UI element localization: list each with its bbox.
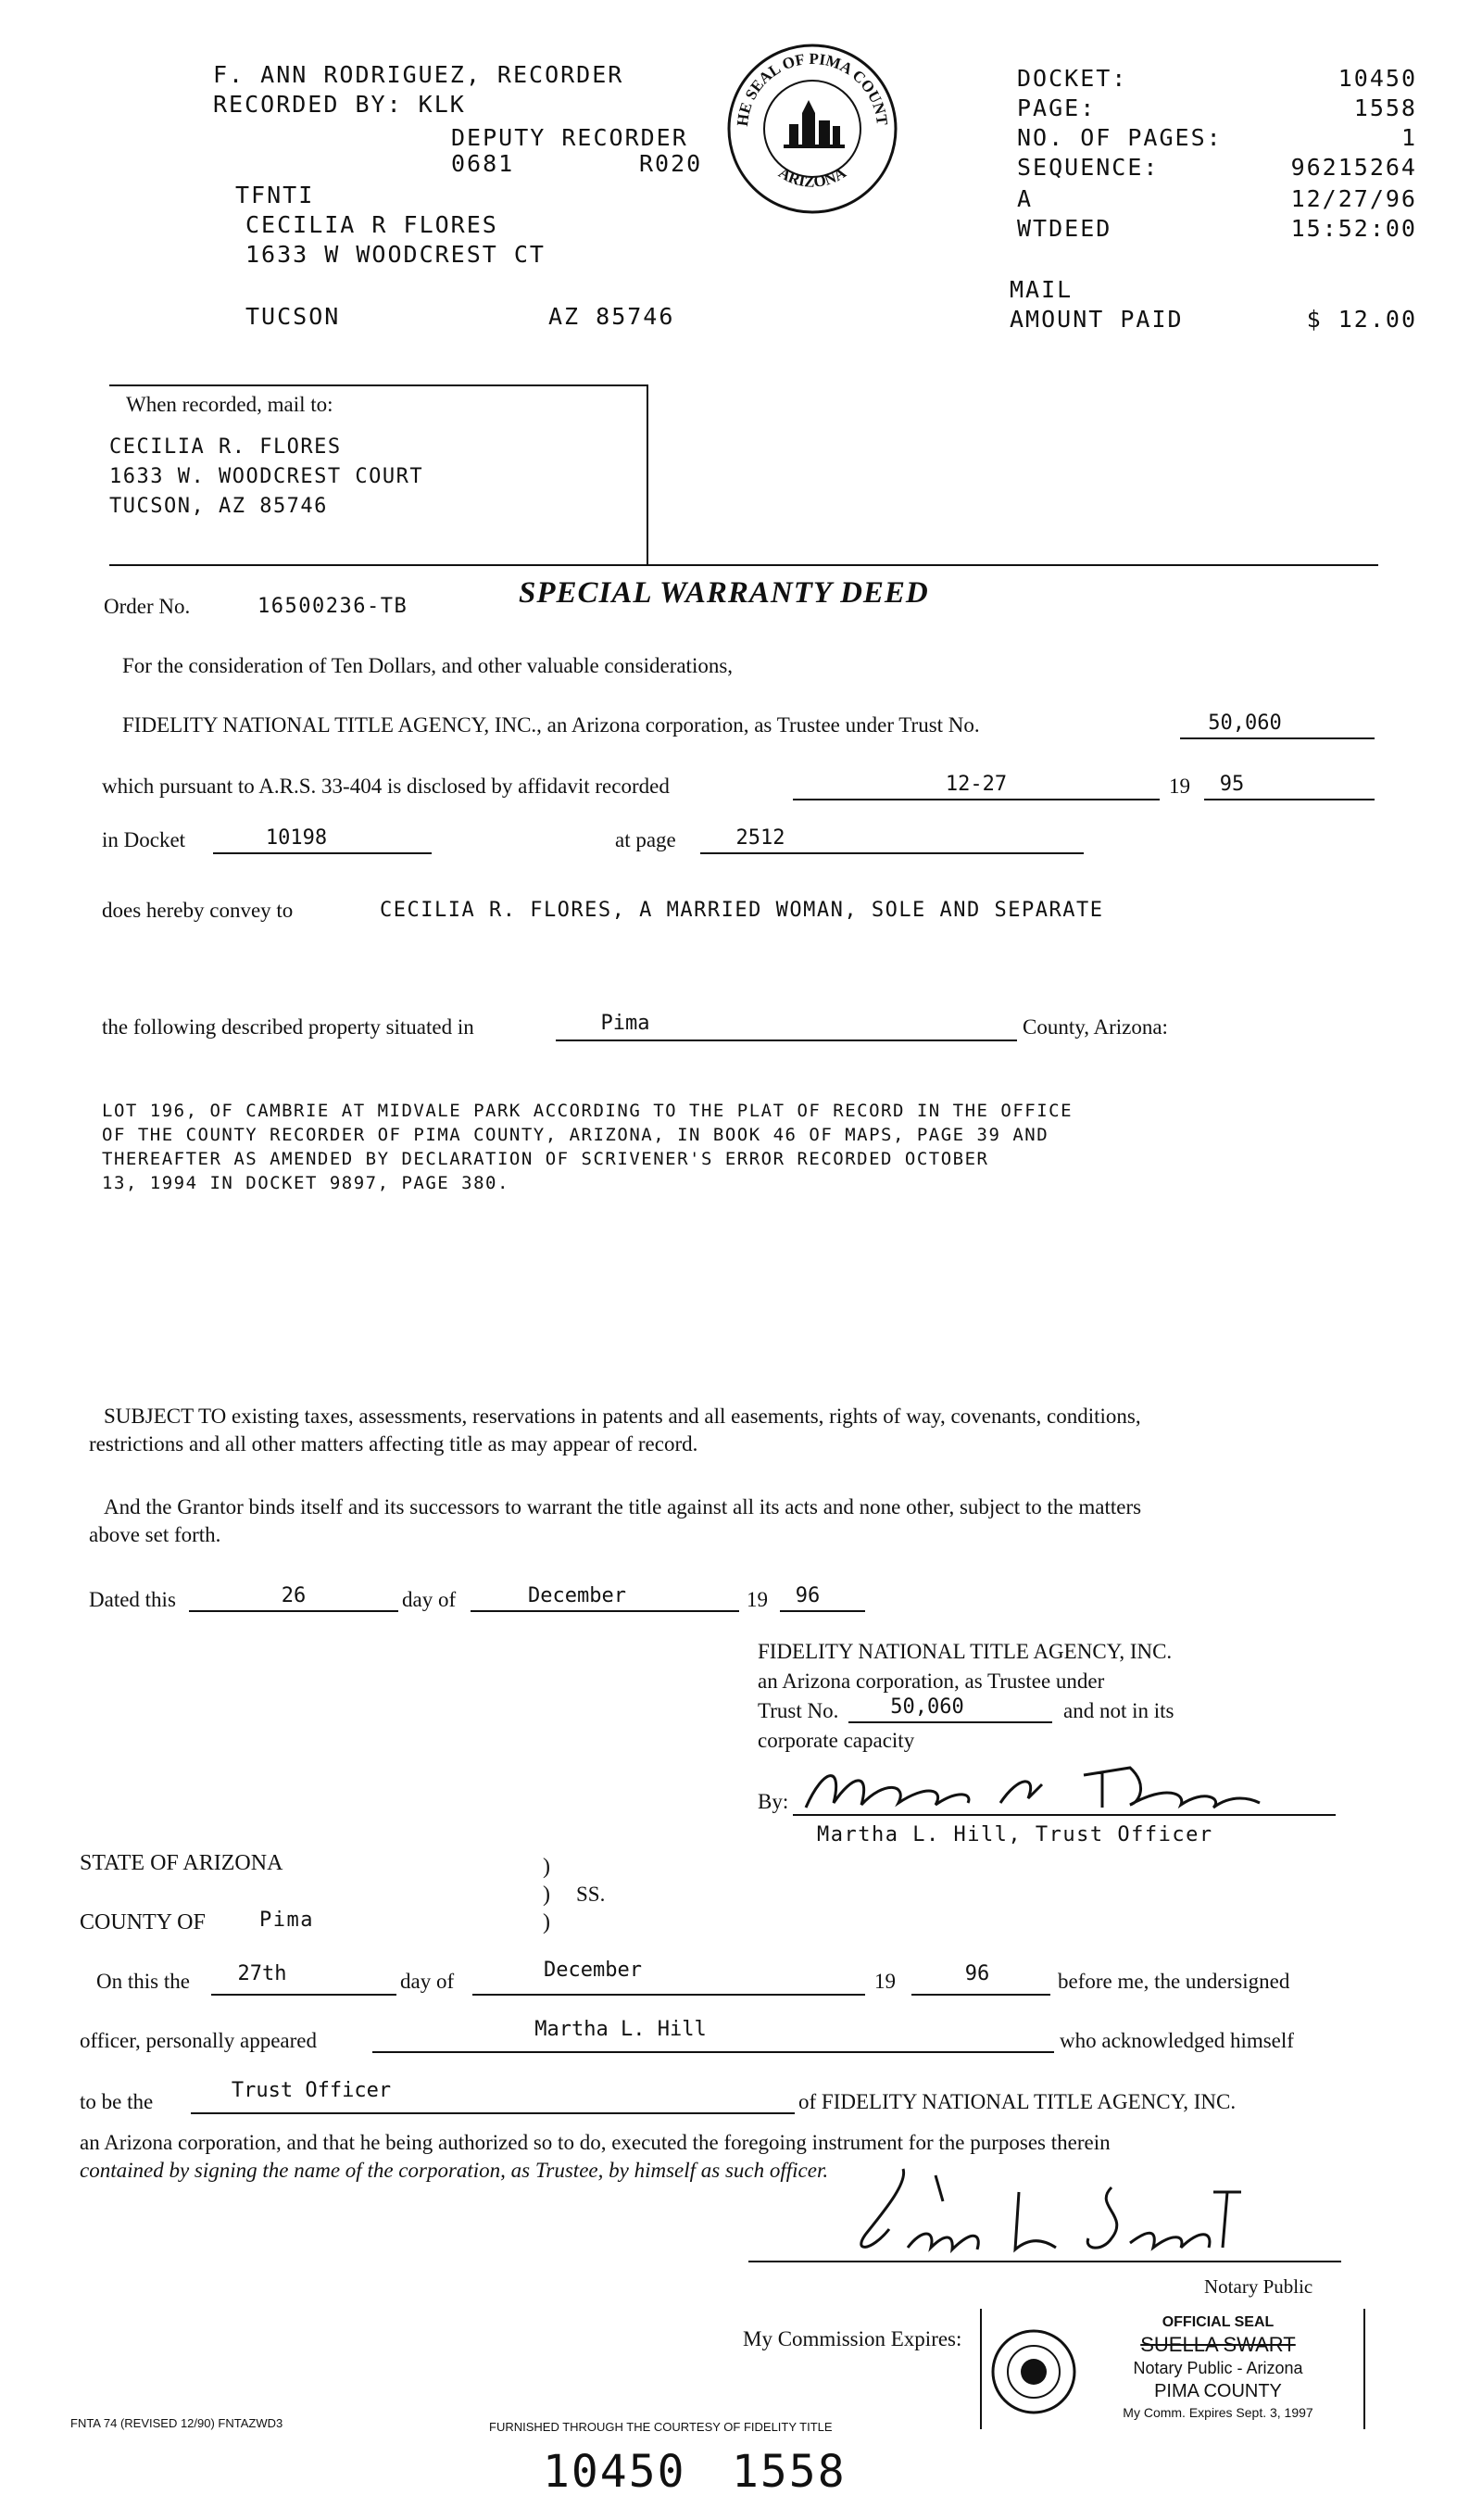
num-pages-label: NO. OF PAGES: — [1017, 124, 1223, 151]
recorded-year-value: 95 — [1219, 773, 1245, 796]
dated-day: 26 — [281, 1584, 307, 1607]
page-line — [700, 852, 1084, 854]
notary-on-this: On this the — [96, 1970, 190, 1993]
sig-line-4: corporate capacity — [758, 1729, 915, 1752]
handwritten-signature-hill — [797, 1757, 1278, 1821]
warrant-line-1: And the Grantor binds itself and its successors to warrant the title against all its acts and none other, subject to the matters — [104, 1495, 1142, 1518]
recorded-date-line — [793, 799, 1160, 800]
sig-by: By: — [758, 1790, 789, 1813]
notary-before-me: before me, the undersigned — [1058, 1970, 1290, 1993]
sig-trust-line — [848, 1721, 1052, 1723]
doc-type-label: WTDEED — [1017, 215, 1112, 242]
warrant-line-2: above set forth. — [89, 1523, 221, 1546]
page-label: PAGE: — [1017, 94, 1097, 121]
notary-role-line — [191, 2112, 795, 2114]
subject-to-line-1: SUBJECT TO existing taxes, assessments, reservations in patents and all easements, rights of way, covenants, conditions, — [104, 1405, 1141, 1428]
recorded-year-prefix: 19 — [1169, 775, 1190, 798]
recorded-by: RECORDED BY: KLK — [213, 91, 466, 118]
property-county: Pima — [600, 1012, 650, 1035]
seal-line-5: My Comm. Expires Sept. 3, 1997 — [1123, 2405, 1313, 2420]
recorded-for-state-zip: AZ 85746 — [548, 303, 675, 330]
notary-role: Trust Officer — [231, 2079, 392, 2102]
recorder-tag: TFNTI — [235, 182, 315, 208]
recorded-date-value: 12-27 — [945, 773, 1008, 796]
recorder-code-b: R020 — [639, 150, 703, 177]
order-label: Order No. — [104, 595, 191, 618]
notary-month-line — [472, 1994, 865, 1996]
notary-brace: ) ) ) — [543, 1855, 550, 1934]
seal-line-4: PIMA COUNTY — [1154, 2381, 1282, 2401]
notary-day: 27th — [237, 1962, 287, 1985]
date-value: 12/27/96 — [1290, 185, 1417, 212]
legal-line-4: 13, 1994 IN DOCKET 9897, PAGE 380. — [102, 1173, 509, 1193]
notary-to-be: to be the — [80, 2090, 154, 2113]
page-value-text: 2512 — [735, 826, 785, 850]
dated-day-line — [189, 1610, 398, 1612]
arizona-seal-icon — [989, 2327, 1078, 2416]
footer-docket: 10450 — [543, 2446, 686, 2498]
mail-to-heading: When recorded, mail to: — [126, 393, 333, 416]
legal-line-1: LOT 196, OF CAMBRIE AT MIDVALE PARK ACCORDING TO THE PLAT OF RECORD IN THE OFFICE — [102, 1101, 1074, 1121]
sig-trust-suffix: and not in its — [1063, 1699, 1174, 1722]
sequence-value: 96215264 — [1290, 154, 1417, 181]
commission-expires: My Commission Expires: — [743, 2327, 962, 2350]
official-seal-stamp — [980, 2309, 1365, 2429]
footer-page: 1558 — [732, 2446, 847, 2498]
notary-appeared: Martha L. Hill — [534, 2018, 707, 2041]
sequence-label: SEQUENCE: — [1017, 154, 1160, 181]
seal-line-3: Notary Public - Arizona — [1133, 2359, 1303, 2377]
notary-signature-line — [748, 2261, 1341, 2262]
seal-name: SUELLA SWART — [1140, 2333, 1296, 2356]
document-title: SPECIAL WARRANTY DEED — [519, 576, 929, 610]
grantor-text: FIDELITY NATIONAL TITLE AGENCY, INC., an Arizona corporation, as Trustee under Trust No. — [122, 713, 980, 737]
time-value: 15:52:00 — [1290, 215, 1417, 242]
notary-year-line — [911, 1994, 1050, 1996]
seal-top-text: HE SEAL OF PIMA COUNT — [733, 49, 892, 128]
pursuant-text: which pursuant to A.R.S. 33-404 is disclosed by affidavit recorded — [102, 775, 670, 798]
notary-county-label: COUNTY OF — [80, 1910, 206, 1934]
notary-county: Pima — [259, 1909, 314, 1932]
convey-text: does hereby convey to — [102, 899, 294, 922]
legal-line-2: OF THE COUNTY RECORDER OF PIMA COUNTY, ARIZONA, IN BOOK 46 OF MAPS, PAGE 39 AND — [102, 1125, 1049, 1145]
notary-officer: officer, personally appeared — [80, 2029, 317, 2052]
dated-day-of: day of — [402, 1588, 457, 1611]
svg-text:ARIZONA — [775, 163, 849, 191]
notary-year: 96 — [964, 1962, 990, 1985]
notary-day-line — [211, 1994, 396, 1996]
grantee: CECILIA R. FLORES, A MARRIED WOMAN, SOLE AND SEPARATE — [380, 899, 1104, 922]
trust-no-line — [1180, 737, 1375, 739]
sig-company: FIDELITY NATIONAL TITLE AGENCY, INC. — [758, 1640, 1173, 1663]
dated-prefix: Dated this — [89, 1588, 176, 1611]
sig-trust-label: Trust No. — [758, 1699, 839, 1722]
notary-para-2: contained by signing the name of the corporation, as Trustee, by himself as such officer. — [80, 2159, 829, 2182]
consideration-text: For the consideration of Ten Dollars, and other valuable considerations, — [122, 654, 734, 677]
page-label-text: at page — [615, 828, 676, 851]
seal-heading: OFFICIAL SEAL — [1162, 2314, 1275, 2330]
recorded-for-address: 1633 W WOODCREST CT — [245, 241, 546, 268]
dated-year-prefix: 19 — [747, 1588, 768, 1611]
docket-label: DOCKET: — [1017, 65, 1128, 92]
mail-to-line-3: TUCSON, AZ 85746 — [109, 495, 328, 518]
notary-ss: SS. — [576, 1883, 606, 1906]
property-text: the following described property situated in — [102, 1015, 474, 1039]
dated-year-line — [780, 1610, 865, 1612]
date-label: A — [1017, 185, 1034, 212]
docket-label-text: in Docket — [102, 828, 186, 851]
recorded-year-line — [1204, 799, 1375, 800]
sig-trust-no: 50,060 — [890, 1695, 964, 1719]
subject-to-line-2: restrictions and all other matters affecting title as may appear of record. — [89, 1432, 698, 1455]
notary-state: STATE OF ARIZONA — [80, 1851, 283, 1875]
order-number: 16500236-TB — [257, 595, 408, 618]
county-line — [556, 1040, 1017, 1041]
dated-year: 96 — [795, 1584, 821, 1607]
mail-to-line-2: 1633 W. WOODCREST COURT — [109, 465, 424, 488]
trust-no-value: 50,060 — [1208, 712, 1282, 735]
form-number: FNTA 74 (REVISED 12/90) FNTAZWD3 — [70, 2416, 283, 2430]
docket-value-text: 10198 — [265, 826, 328, 850]
pima-county-seal — [724, 41, 900, 217]
recorder-code-a: 0681 — [451, 150, 515, 177]
docket-line — [213, 852, 432, 854]
notary-day-of: day of — [400, 1970, 455, 1993]
handwritten-signature-swart — [834, 2164, 1315, 2266]
dated-month: December — [528, 1584, 626, 1607]
docket-value: 10450 — [1338, 65, 1417, 92]
notary-year-prefix: 19 — [874, 1970, 896, 1993]
recorded-for-city: TUCSON — [245, 303, 341, 330]
notary-appeared-line — [372, 2051, 1054, 2053]
deputy-recorder: DEPUTY RECORDER — [451, 124, 688, 151]
page-value: 1558 — [1353, 94, 1417, 121]
dated-month-line — [471, 1610, 739, 1612]
notary-month: December — [544, 1959, 642, 1982]
notary-of-company: of FIDELITY NATIONAL TITLE AGENCY, INC. — [798, 2090, 1237, 2113]
mail-label: MAIL — [1010, 276, 1074, 303]
seal-bottom-text: ARIZONA — [775, 163, 849, 191]
amount-paid-value: $ 12.00 — [1306, 306, 1417, 333]
property-suffix: County, Arizona: — [1023, 1015, 1168, 1039]
notary-para-1: an Arizona corporation, and that he being authorized so to do, executed the foregoing instrument for the purposes therein — [80, 2131, 1111, 2154]
furnished-by: FURNISHED THROUGH THE COURTESY OF FIDELITY TITLE — [489, 2420, 833, 2434]
mail-to-line-1: CECILIA R. FLORES — [109, 435, 342, 459]
amount-paid-label: AMOUNT PAID — [1010, 306, 1184, 333]
recorded-for-name: CECILIA R FLORES — [245, 211, 498, 238]
num-pages-value: 1 — [1400, 124, 1417, 151]
recorder-name: F. ANN RODRIGUEZ, RECORDER — [213, 61, 624, 88]
mail-to-rule — [109, 564, 1378, 566]
sig-signer: Martha L. Hill, Trust Officer — [817, 1823, 1213, 1846]
notary-public-label: Notary Public — [1204, 2275, 1313, 2298]
legal-line-3: THEREAFTER AS AMENDED BY DECLARATION OF SCRIVENER'S ERROR RECORDED OCTOBER — [102, 1149, 989, 1169]
sig-line-2: an Arizona corporation, as Trustee under — [758, 1670, 1105, 1693]
notary-acknowledged: who acknowledged himself — [1060, 2029, 1294, 2052]
